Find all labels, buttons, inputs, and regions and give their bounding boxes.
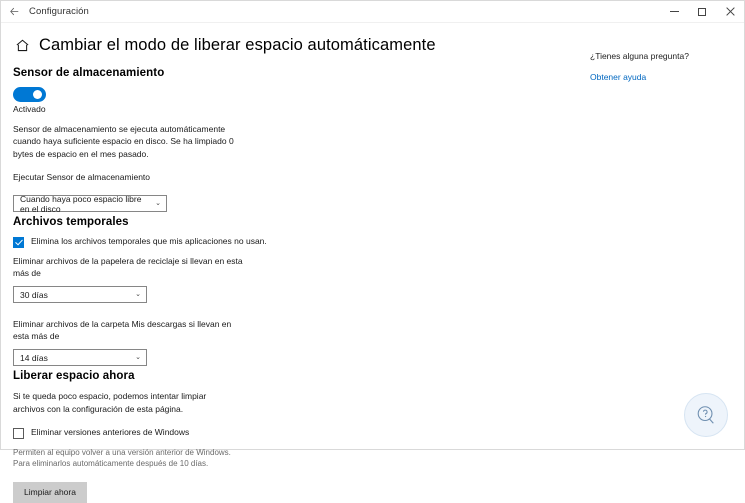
window-controls bbox=[660, 1, 744, 22]
section-free-space-title: Liberar espacio ahora bbox=[13, 370, 135, 383]
run-storage-sense-select[interactable] bbox=[13, 195, 167, 212]
previous-windows-checkbox-label: Eliminar versiones anteriores de Windows bbox=[31, 427, 190, 438]
downloads-label: Eliminar archivos de la carpeta Mis descargas si llevan en esta más de bbox=[13, 319, 232, 341]
recycle-bin-label: Eliminar archivos de la papelera de reciclaje si llevan en esta más de bbox=[13, 255, 243, 278]
section-storage-sense-title: Sensor de almacenamiento bbox=[13, 67, 165, 79]
get-help-link[interactable]: Obtener ayuda bbox=[590, 72, 647, 82]
temp-files-checkbox-label: Elimina los archivos temporales que mis aplicaciones no usan. bbox=[31, 236, 267, 247]
chevron-down-icon: ⌄ bbox=[135, 354, 141, 362]
free-space-description: Si te queda poco espacio, podemos intentar limpiar archivos con la configuración de esta página. bbox=[13, 391, 207, 414]
content-area bbox=[1, 57, 744, 503]
back-arrow-icon[interactable] bbox=[1, 1, 27, 22]
title-bar bbox=[1, 1, 744, 23]
main-column bbox=[1, 67, 421, 503]
minimize-button[interactable] bbox=[660, 1, 688, 22]
home-icon[interactable] bbox=[12, 35, 32, 55]
recycle-bin-value: 30 días bbox=[20, 289, 48, 300]
temp-files-checkbox-row bbox=[13, 236, 421, 248]
minimize-icon bbox=[670, 11, 679, 12]
chevron-down-icon: ⌄ bbox=[155, 200, 161, 208]
storage-sense-description: Sensor de almacenamiento se ejecuta automáticamente cuando haya suficiente espacio en disco. Se ha limpiado 0 bytes de espacio en el mes pasado. bbox=[13, 124, 234, 159]
previous-windows-note: Permiten al equipo volver a una versión anterior de Windows. Para eliminarlos automáticamente después de 10 días. bbox=[13, 447, 231, 469]
page-title: Cambiar el modo de liberar espacio automáticamente bbox=[39, 35, 436, 54]
maximize-icon bbox=[698, 8, 706, 16]
chevron-down-icon: ⌄ bbox=[135, 291, 141, 299]
storage-sense-toggle-row bbox=[13, 87, 421, 102]
run-storage-sense-label: Ejecutar Sensor de almacenamiento bbox=[13, 171, 151, 182]
feedback-button[interactable] bbox=[684, 393, 728, 437]
recycle-bin-select[interactable] bbox=[13, 286, 147, 303]
run-storage-sense-value: Cuando haya poco espacio libre en el disco bbox=[20, 193, 142, 214]
clean-now-button[interactable]: Limpiar ahora bbox=[13, 482, 87, 503]
section-temp-files-title: Archivos temporales bbox=[13, 216, 129, 229]
maximize-button[interactable] bbox=[688, 1, 716, 22]
storage-sense-toggle-label: Activado bbox=[13, 104, 46, 114]
close-button[interactable] bbox=[716, 1, 744, 22]
previous-windows-checkbox-row bbox=[13, 427, 421, 439]
previous-windows-checkbox[interactable] bbox=[13, 428, 24, 439]
help-heading: ¿Tienes alguna pregunta? bbox=[590, 51, 689, 61]
temp-files-checkbox[interactable] bbox=[13, 237, 24, 248]
storage-sense-toggle[interactable] bbox=[13, 87, 46, 102]
toggle-knob bbox=[33, 90, 42, 99]
close-icon bbox=[726, 7, 735, 16]
feedback-chat-icon bbox=[695, 404, 717, 426]
app-title: Configuración bbox=[29, 6, 89, 17]
downloads-select[interactable] bbox=[13, 349, 147, 366]
downloads-value: 14 días bbox=[20, 352, 48, 363]
help-panel bbox=[590, 51, 730, 85]
